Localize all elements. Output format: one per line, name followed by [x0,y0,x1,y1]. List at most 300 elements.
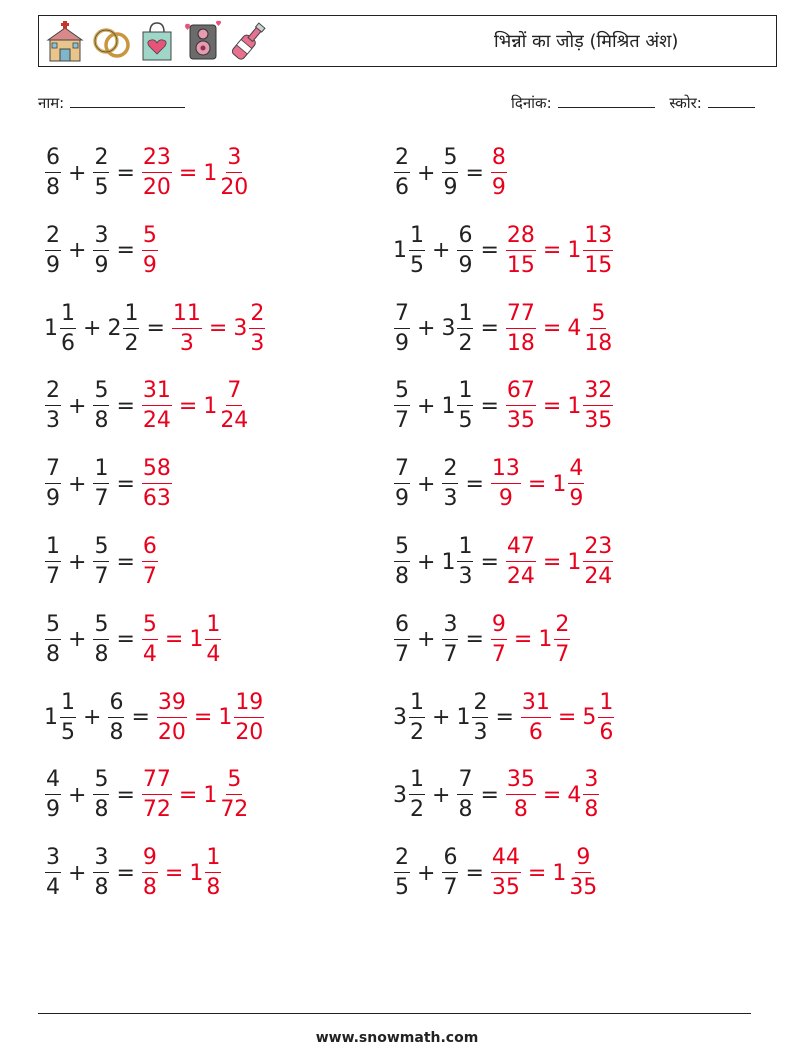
denominator: 8 [94,641,109,667]
answer-fraction [552,458,585,510]
numerator: 5 [93,380,109,406]
denominator: 5 [94,175,109,200]
fraction [142,380,172,432]
equals-sign: = [480,238,499,264]
numerator: 6 [442,847,458,873]
fraction [442,847,458,899]
denominator: 6 [599,719,614,745]
answer-fraction [189,847,222,899]
answer [141,147,250,199]
denominator: 8 [142,875,157,901]
denominator: 24 [506,564,535,589]
denominator: 2 [124,330,139,356]
answer-fraction [233,300,266,356]
numerator: 9 [142,847,158,873]
date-blank[interactable] [558,93,655,108]
addend [456,689,489,745]
denominator: 7 [555,641,570,667]
equals-sign: = [116,160,135,186]
denominator: 5 [458,408,473,434]
fraction [60,300,76,356]
answer-fraction [203,147,250,199]
answer-fraction [567,536,614,588]
name-field[interactable] [38,93,185,113]
fraction [491,458,521,510]
numerator: 7 [394,303,410,329]
addend [456,769,474,821]
answer [520,689,615,745]
addend [92,380,110,432]
numerator: 35 [506,769,536,795]
fraction [205,847,221,899]
fraction [93,380,109,432]
fraction [521,689,551,745]
answer-fraction [582,689,615,745]
numerator: 2 [45,225,61,251]
answer-fraction [141,536,159,588]
numerator: 7 [457,769,473,795]
fraction [394,536,410,588]
problem-item [44,610,222,670]
answer [505,222,614,278]
denominator: 8 [458,797,473,823]
answer-fraction [141,222,159,278]
addend [92,611,110,667]
plus-sign: + [68,471,87,497]
plus-sign: + [432,705,451,731]
plus-sign: + [68,782,87,808]
numerator: 3 [442,614,458,640]
score-blank[interactable] [708,93,755,108]
numerator: 5 [442,147,458,173]
addend [44,611,62,667]
denominator: 2 [458,330,473,356]
fraction [506,769,536,821]
denominator: 8 [395,564,409,589]
denominator: 7 [142,564,157,589]
addend [456,222,474,278]
denominator: 72 [142,797,171,823]
answer-fraction [505,300,537,356]
numerator: 5 [45,614,61,640]
denominator: 18 [584,330,613,356]
fraction [60,689,76,745]
plus-sign: + [83,705,102,731]
fraction [491,611,507,667]
denominator: 7 [94,486,109,512]
addend [393,300,411,356]
denominator: 9 [46,252,60,278]
addend [44,458,62,510]
score-label: स्कोर: [669,94,702,112]
problem-item [393,532,614,592]
numerator: 23 [583,536,613,562]
numerator: 1 [45,536,61,562]
numerator: 1 [60,303,76,329]
addend [44,769,62,821]
fraction [45,458,61,510]
equals-sign: = [116,471,135,497]
problem-item [44,221,159,281]
denominator: 9 [94,252,109,278]
fraction [583,300,613,356]
problem-item [44,454,173,514]
name-blank[interactable] [70,93,185,108]
fraction [506,380,536,432]
plus-sign: + [417,316,436,342]
addend [441,536,474,588]
whole-number: 3 [233,316,248,342]
plus-sign: + [68,393,87,419]
answer-fraction [567,222,614,278]
numerator: 1 [123,303,139,329]
numerator: 8 [491,147,507,173]
denominator: 8 [94,408,109,434]
denominator: 6 [395,175,409,200]
denominator: 24 [220,408,249,434]
fraction [142,222,158,278]
fraction [394,458,410,510]
fraction [442,458,458,510]
fraction [583,536,613,588]
addend [393,769,426,821]
addend [44,847,62,899]
whole-number: 3 [441,316,456,342]
plus-sign: + [417,393,436,419]
denominator: 35 [569,875,598,901]
fraction [598,689,614,745]
fraction [442,611,458,667]
denominator: 3 [473,719,488,745]
equals-sign: = [542,316,562,342]
numerator: 13 [583,225,613,251]
answer-fraction [141,380,173,432]
addend [107,300,140,356]
numerator: 6 [142,536,158,562]
fraction [219,147,249,199]
equals-sign: = [465,471,484,497]
fraction [142,458,172,510]
numerator: 6 [45,147,61,173]
denominator: 2 [410,797,424,823]
denominator: 9 [142,252,157,278]
numerator: 6 [108,692,124,718]
denominator: 7 [395,641,409,667]
whole-number: 1 [456,705,471,731]
numerator: 5 [93,536,109,562]
denominator: 24 [142,408,171,434]
numerator: 1 [205,614,221,640]
fraction [457,380,473,432]
addend [393,611,411,667]
denominator: 4 [46,875,60,901]
denominator: 8 [109,719,124,745]
denominator: 7 [94,564,109,589]
answer-fraction [141,769,173,821]
answer-fraction [567,769,600,821]
numerator: 2 [249,303,265,329]
fraction [93,847,109,899]
equals-sign: = [116,549,135,575]
fraction [172,300,202,356]
equals-sign: = [557,705,577,731]
addend [441,611,459,667]
whole-number: 1 [538,627,553,653]
numerator: 2 [93,147,109,173]
name-label: नाम: [38,94,65,112]
numerator: 58 [142,458,172,484]
numerator: 1 [409,769,425,795]
addend [441,147,459,199]
numerator: 23 [142,147,172,173]
addend [393,536,411,588]
denominator: 8 [94,797,109,823]
whole-number: 1 [552,860,567,886]
numerator: 3 [226,147,242,173]
denominator: 9 [395,486,409,512]
answer-fraction [538,611,571,667]
speaker-icon [182,19,224,63]
denominator: 5 [410,252,424,278]
denominator: 18 [506,330,535,356]
numerator: 5 [142,225,158,251]
fraction [457,769,473,821]
equals-sign: = [193,705,213,731]
numerator: 7 [394,458,410,484]
answer-fraction [141,458,173,510]
answer-fraction [156,689,188,745]
fraction [142,769,172,821]
numerator: 13 [491,458,521,484]
numerator: 4 [45,769,61,795]
numerator: 77 [142,769,172,795]
whole-number: 1 [393,238,407,264]
answer [490,147,508,199]
equals-sign: = [116,238,135,264]
addend [441,458,459,510]
addend [441,380,474,432]
whole-number: 1 [203,160,218,186]
fraction [219,769,249,821]
worksheet-header [38,15,777,67]
champagne-bottle-icon [228,19,270,63]
denominator: 8 [46,175,60,200]
plus-sign: + [417,627,436,653]
whole-number: 3 [393,782,407,808]
denominator: 9 [46,797,60,823]
fraction [123,300,139,356]
answer-fraction [171,300,203,356]
numerator: 2 [394,147,410,173]
numerator: 1 [457,380,473,406]
fraction [93,147,109,199]
plus-sign: + [417,471,436,497]
fraction [583,769,599,821]
addend [44,222,62,278]
plus-sign: + [68,627,87,653]
fraction [45,769,61,821]
fraction [93,536,109,588]
problem-item [393,143,508,203]
plus-sign: + [417,160,436,186]
denominator: 8 [94,875,109,901]
numerator: 1 [205,847,221,873]
problem-item [44,376,250,436]
date-label: दिनांक: [511,94,552,112]
addend [44,689,77,745]
answer-fraction [567,380,614,432]
problem-item [44,688,265,748]
numerator: 9 [575,847,591,873]
answer-fraction [520,689,552,745]
numerator: 1 [60,692,76,718]
equals-sign: = [480,549,499,575]
fraction [93,769,109,821]
equals-sign: = [542,782,562,808]
fraction [234,689,264,745]
denominator: 3 [458,564,473,589]
equals-sign: = [527,471,547,497]
fraction [108,689,124,745]
answer [156,689,265,745]
fraction [249,300,265,356]
fraction [457,300,473,356]
denominator: 4 [142,641,157,667]
denominator: 9 [491,175,506,200]
whole-number: 4 [567,316,582,342]
footer-divider [38,1013,751,1014]
whole-number: 1 [567,238,582,264]
addend [393,689,426,745]
whole-number: 1 [203,393,218,419]
equals-sign: = [116,627,135,653]
equals-sign: = [542,393,562,419]
equals-sign: = [116,393,135,419]
answer [141,380,250,432]
numerator: 1 [409,225,425,251]
gift-bag-icon [136,19,178,63]
answer-fraction [490,147,508,199]
answer-fraction [490,458,522,510]
fraction [409,689,425,745]
denominator: 7 [491,641,506,667]
answer-fraction [505,222,537,278]
fraction [142,611,158,667]
denominator: 24 [584,564,613,589]
fraction [219,380,249,432]
equals-sign: = [542,238,562,264]
denominator: 20 [142,175,171,200]
answer-fraction [505,536,537,588]
numerator: 28 [506,225,536,251]
numerator: 32 [583,380,613,406]
fraction [93,458,109,510]
fraction [506,300,536,356]
numerator: 1 [93,458,109,484]
addend [44,380,62,432]
answer [505,380,614,432]
denominator: 3 [443,486,458,512]
fraction [205,611,221,667]
numerator: 5 [142,614,158,640]
problem-item [44,299,266,359]
equals-sign: = [542,549,562,575]
fraction [506,222,536,278]
denominator: 35 [491,875,520,901]
fraction [45,147,61,199]
equals-sign: = [495,705,514,731]
fraction [45,536,61,588]
numerator: 44 [491,847,521,873]
answer-fraction [203,769,250,821]
numerator: 77 [506,303,536,329]
addend [92,147,110,199]
answer-fraction [141,147,173,199]
equals-sign: = [465,860,484,886]
denominator: 5 [61,719,75,745]
numerator: 3 [93,847,109,873]
numerator: 6 [457,225,473,251]
addend [441,300,474,356]
numerator: 19 [234,692,264,718]
denominator: 7 [395,408,409,434]
wedding-rings-icon [90,19,132,63]
church-icon [44,19,86,63]
answer-fraction [203,380,250,432]
denominator: 3 [179,330,194,356]
plus-sign: + [68,860,87,886]
addend [393,147,411,199]
equals-sign: = [178,393,198,419]
addend [92,847,110,899]
numerator: 5 [93,769,109,795]
denominator: 4 [206,641,221,667]
date-score-fields [511,93,755,113]
addend [393,458,411,510]
answer [141,458,173,510]
numerator: 2 [442,458,458,484]
numerator: 1 [457,303,473,329]
fraction [394,300,410,356]
denominator: 63 [142,486,171,512]
denominator: 8 [584,797,599,823]
problem-item [393,299,614,359]
whole-number: 1 [552,471,567,497]
answer-fraction [141,847,159,899]
fraction [394,847,410,899]
whole-number: 4 [567,782,582,808]
problem-item [393,688,615,748]
denominator: 2 [410,719,424,745]
answer [490,458,585,510]
numerator: 5 [394,380,410,406]
fraction [554,611,570,667]
denominator: 20 [157,719,186,745]
answer-fraction [505,769,537,821]
plus-sign: + [68,238,87,264]
answer [171,300,266,356]
numerator: 3 [45,847,61,873]
answer-fraction [490,847,522,899]
numerator: 9 [491,614,507,640]
plus-sign: + [83,316,102,342]
problem-item [44,843,222,903]
equals-sign: = [480,782,499,808]
answer [490,847,599,899]
numerator: 1 [598,692,614,718]
whole-number: 1 [44,316,58,342]
answer [505,536,614,588]
